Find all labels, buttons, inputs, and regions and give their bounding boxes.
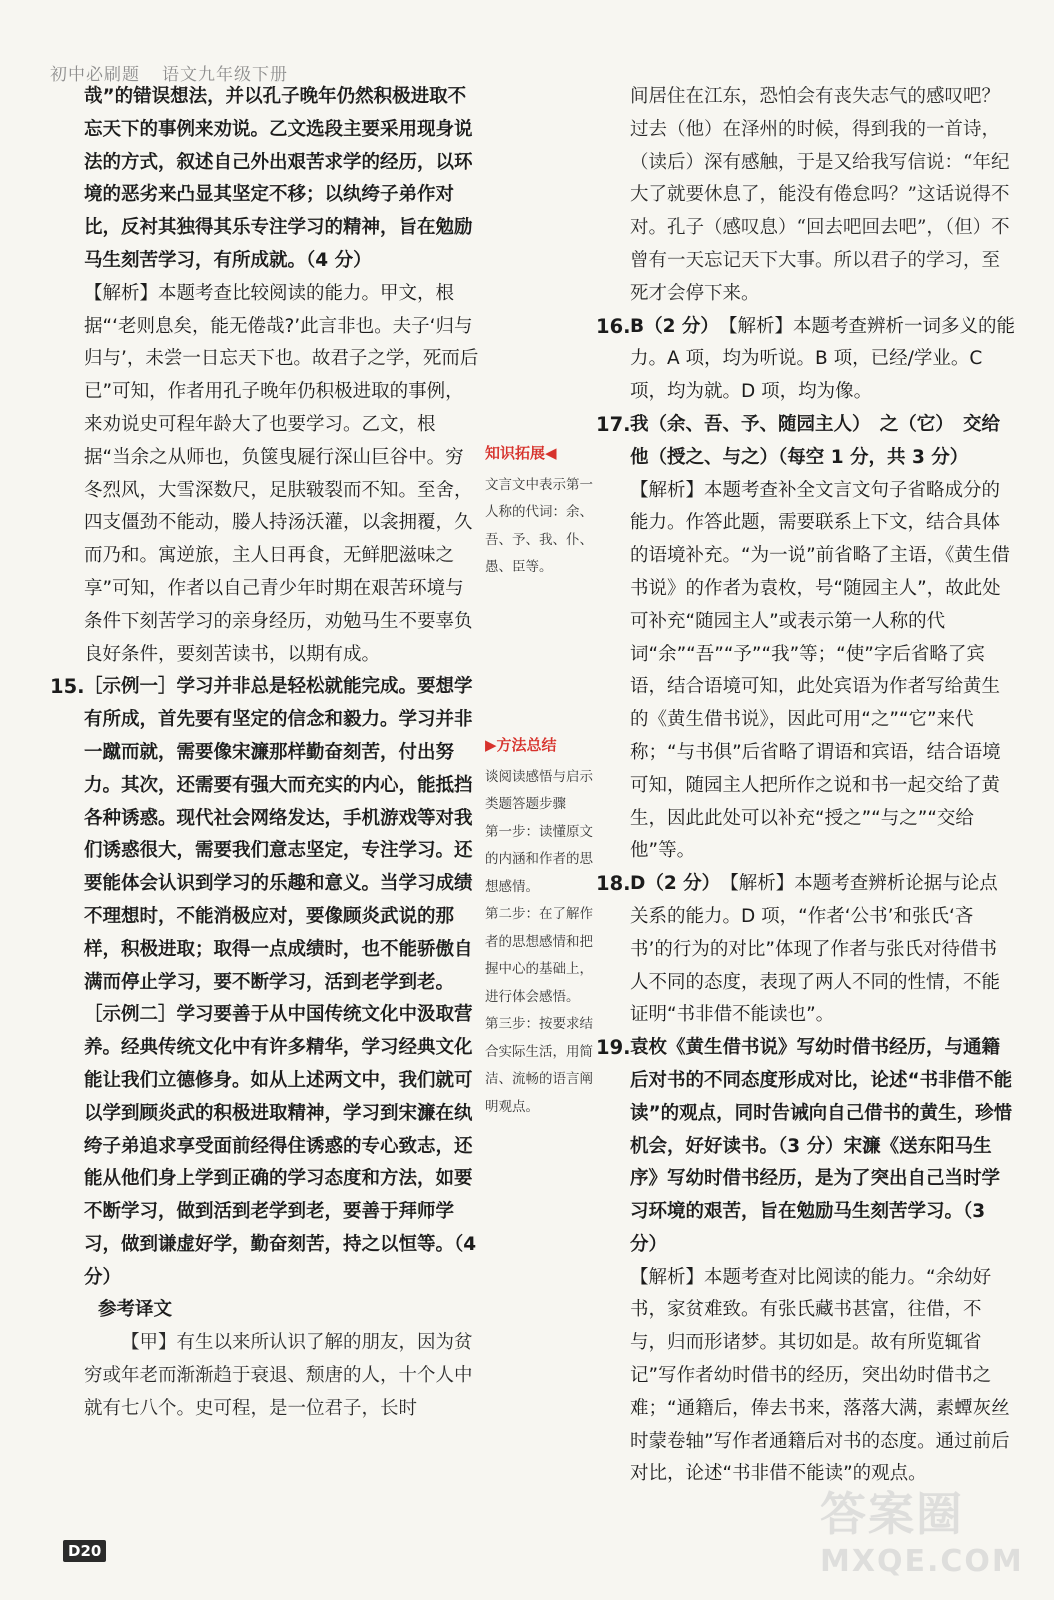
sidebar-method-text: 谈阅读感悟与启示类题答题步骤 第一步：读懂原文的内涵和作者的思想感情。 第二步：在了解作者的思想感情和把握中心的基础上，进行体会感悟。 第三步：按要求结合实际生活，用简洁、流畅的语言阐明观点。 xyxy=(485,768,593,1115)
question-16 xyxy=(596,311,1015,409)
sidebar-method xyxy=(485,732,593,1121)
answer-14-continued: 哉”的错误想法，并以孔子晚年仍然积极进取不忘天下的事例来劝说。乙文选段主要采用现身说法的方式，叙述自己外出艰苦求学的经历，以环境的恶劣来凸显其坚定不移；以纨绔子弟作对比，反衬其独得其乐专注学习的精神，旨在勉励马生刻苦学习，有所成就。（4 分） xyxy=(84,86,473,271)
translation-jia: 【甲】有生以来所认识了解的朋友，因为贫穷或年老而渐渐趋于衰退、颓唐的人，十个人中就有七八个。史可程，是一位君子，长时 xyxy=(84,1332,473,1419)
answer-18: D（2 分） xyxy=(630,873,711,895)
question-number: 19. xyxy=(596,1036,631,1060)
answer-19: 袁枚《黄生借书说》写幼时借书经历，与通籍后对书的不同态度形成对比，论述“书非借不能读”的观点，同时告诫向自己借书的黄生，珍惜机会，好好读书。（3 分）宋濂《送东阳马生序》写幼时借书经历，是为了突出自己当时学习环境的艰苦，旨在勉励马生刻苦学习。（3 分） xyxy=(630,1037,1013,1255)
question-18 xyxy=(596,868,1015,1032)
analysis-14: 【解析】本题考查比较阅读的能力。甲文，根据“‘老则息矣，能无倦哉?’此言非也。夫子‘归与归与’，未尝一日忘天下也。故君子之学，死而后已”可知，作者用孔子晚年仍积极进取的事例，来劝说史可程年龄大了也要学习。乙文，根据“当余之从师也，负箧曳屣行深山巨谷中。穷冬烈风，大雪深数尺，足肤皲裂而不知。至舍，四支僵劲不能动，媵人持汤沃灌，以衾拥覆，久而乃和。寓逆旅，主人日再食，无鲜肥滋味之享”可知，作者以自己青少年时期在艰苦环境与条件下刻苦学习的亲身经历，劝勉马生不要辜负良好条件，要刻苦读书，以期有成。 xyxy=(84,282,479,665)
tag-knowledge: 知识拓展◀ xyxy=(485,444,557,462)
answer-17: 我（余、吾、予、随园主人） 之（它） 交给他（授之、与之）（每空 1 分，共 3 分） xyxy=(630,413,1001,468)
question-17 xyxy=(596,409,1015,868)
subject-label: 语文九年级下册 xyxy=(162,65,288,85)
analysis-18: 【解析】本题考查辨析论据与论点关系的能力。D 项，“作者‘公书’和张氏‘吝书’的行为的对比”体现了作者与张氏对待借书人不同的态度，表现了两人不同的性情，不能证明“书非借不能读也”。 xyxy=(630,873,1001,1026)
translation-continued: 间居住在江东，恐怕会有丧失志气的感叹吧？过去（他）在泽州的时候，得到我的一首诗，（读后）深有感触，于是又给我写信说：“年纪大了就要休息了，能没有倦怠吗？”这话说得不对。孔子（感叹息）“回去吧回去吧”，（但）不曾有一天忘记天下大事。所以君子的学习，至死才会停下来。 xyxy=(630,86,1010,304)
analysis-19: 【解析】本题考查对比阅读的能力。“余幼好书，家贫难致。有张氏藏书甚富，往借，不与，归而形诸梦。其切如是。故有所览辄省记”写作者幼时借书的经历，突出幼时借书之难；“通籍后，俸去书来，落落大满，素蟫灰丝时蒙卷轴”写作者通籍后对书的态度。通过前后对比，论述“书非借不能读”的观点。 xyxy=(630,1266,1010,1485)
page-number-badge: D20 xyxy=(63,1540,106,1562)
sidebar-knowledge-text: 文言文中表示第一人称的代词：余、吾、予、我、仆、愚、臣等。 xyxy=(485,476,593,575)
translation-title: 参考译文 xyxy=(98,1299,173,1321)
sidebar-knowledge xyxy=(485,440,593,582)
watermark: 答案圈 MXQE.COM xyxy=(820,1487,1024,1579)
triangle-icon: ◀ xyxy=(545,444,557,462)
question-19 xyxy=(596,1032,1015,1491)
answer-15-example-1: ［示例一］学习并非总是轻松就能完成。要想学有所成，首先要有坚定的信念和毅力。学习并非一蹴而就，需要像宋濂那样勤奋刻苦，付出努力。其次，还需要有强大而充实的内心，能抵挡各种诱惑。现代社会网络发达，手机游戏等对我们诱惑很大，需要我们意志坚定，专注学习。还要能体会认识到学习的乐趣和意义。当学习成绩不理想时，不能消极应对，要像顾炎武说的那样，积极进取；取得一点成绩时，也不能骄傲自满而停止学习，要不断学习，活到老学到老。 xyxy=(84,676,473,993)
right-column xyxy=(596,81,1015,1491)
question-number: 17. xyxy=(596,412,631,436)
brand-label: 初中必刷题 xyxy=(50,65,140,85)
question-number: 18. xyxy=(596,872,631,896)
question-number: 16. xyxy=(596,314,631,338)
left-column xyxy=(50,81,479,1426)
answer-16: B（2 分） xyxy=(630,315,710,337)
analysis-16: 【解析】本题考查辨析一词多义的能力。A 项，均为听说。B 项，已经/学业。C 项，均为就。D 项，均为像。 xyxy=(630,315,1015,403)
answer-15-example-2: ［示例二］学习要善于从中国传统文化中汲取营养。经典传统文化中有许多精华，学习经典文化能让我们立德修身。如从上述两文中，我们就可以学到顾炎武的积极进取精神，学习到宋濂在纨绔子弟追求享受面前经得住诱惑的专心致志，还能从他们身上学到正确的学习态度和方法，如要不断学习，做到活到老学到老，要善于拜师学习，做到谦虚好学，勤奋刻苦，持之以恒等。（4 分） xyxy=(84,1004,477,1288)
tag-method: ▶方法总结 xyxy=(485,736,557,754)
analysis-17: 【解析】本题考查补全文言文句子省略成分的能力。作答此题，需要联系上下文，结合具体的语境补充。“为一说”前省略了主语，《黄生借书说》的作者为袁枚，号“随园主人”，故此处可补充“随园主人”或表示第一人称的代词“余”“吾”“予”“我”等；“使”字后省略了宾语，结合语境可知，此处宾语为作者写给黄生的《黄生借书说》，因此可用“之”“它”来代称；“与书俱”后省略了谓语和宾语，结合语境可知，随园主人把所作之说和书一起交给了黄生，因此此处可以补充“授之”“与之”“交给他”等。 xyxy=(630,479,1010,862)
question-number: 15. xyxy=(50,675,85,699)
triangle-icon: ▶ xyxy=(485,736,497,754)
question-15 xyxy=(50,671,479,1294)
